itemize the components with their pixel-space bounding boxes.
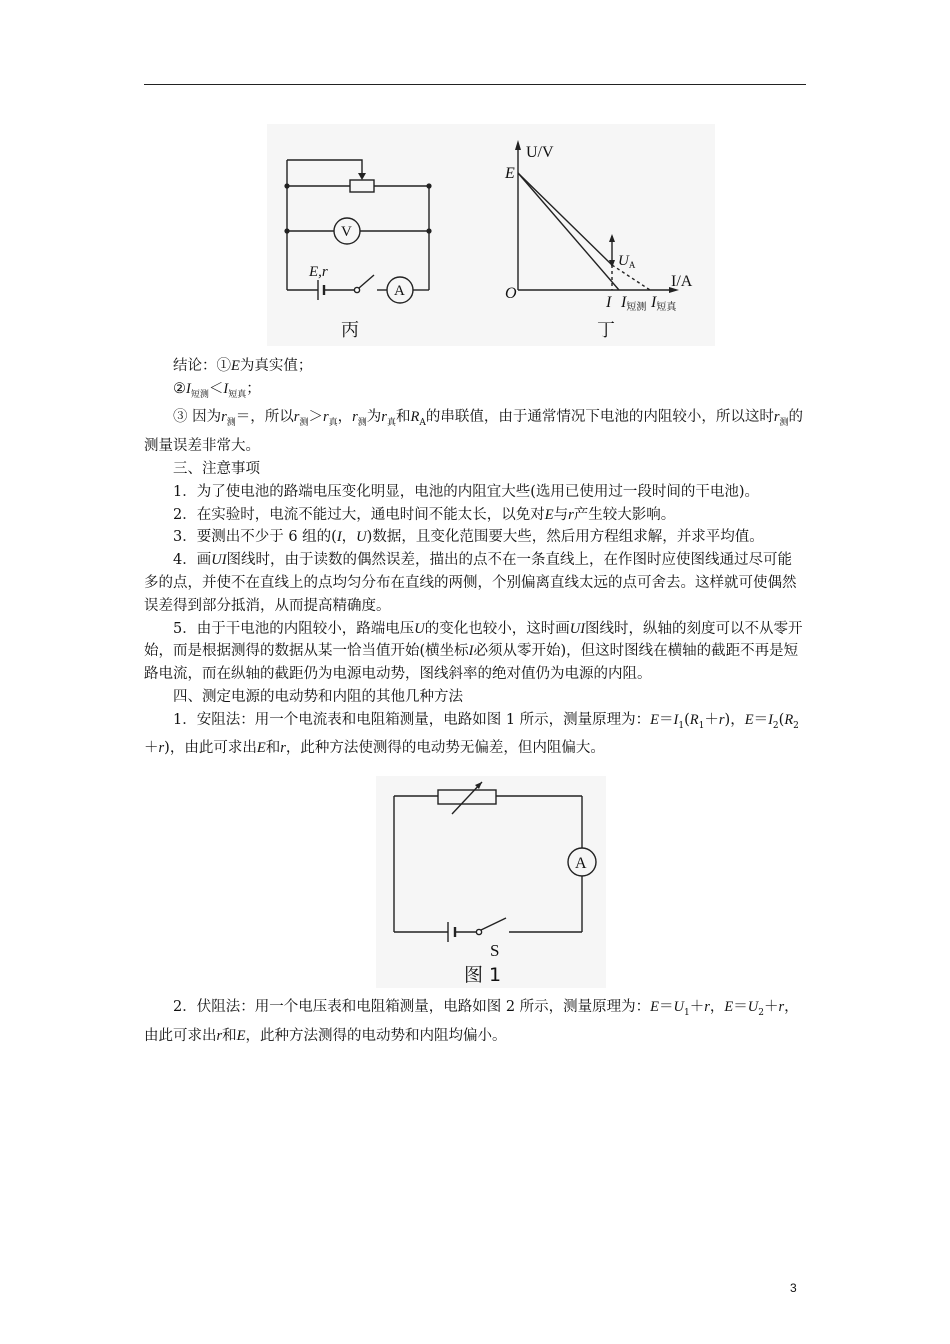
y-axis-label: U/V — [526, 144, 554, 161]
note-4: 4．画UI图线时，由于读数的偶然误差，描出的点不在一条直线上，在作图时应使图线通过尽可能多的点，并使不在直线上的点均匀分布在直线的两侧，个别偏离直线太远的点可舍去。这样就可使偶然误差得到部分抵消，从而提高精确度。 — [144, 552, 797, 614]
note-5: 5．由于干电池的内阻较小，路端电压U的变化也较小，这时画UI图线时，纵轴的刻度可以不从零开始，而是根据测得的数据从某一恰当值开始(横坐标I必须从零开始)，但这时图线在横轴的截距不再是短路电流，而在纵轴的截距仍为电源电动势，图线斜率的绝对值仍为电源的内阻。 — [144, 620, 803, 683]
caption-bing: 丙 — [341, 320, 359, 341]
ua-label: $U_A$ — [618, 253, 636, 270]
note-2: 2．在实验时，电流不能过大，通电时间不能太长，以免对E与r产生较大影响。 — [173, 506, 676, 523]
header-rule — [144, 84, 806, 85]
section-4-heading: 四、测定电源的电动势和内阻的其他几种方法 — [173, 688, 463, 705]
text-block-1 — [144, 355, 806, 760]
voltmeter-label: V — [341, 224, 352, 240]
i-short-true-label: I短真 — [651, 294, 677, 313]
x-axis-label: I/A — [671, 273, 693, 290]
e-intercept-label: E — [505, 165, 515, 182]
method-2: 2．伏阻法：用一个电压表和电阻箱测量，电路如图 2 所示，测量原理为：$E=U_1+r$，$E=U_2+r$，由此可求出r和E，此种方法测得的电动势和内阻均偏小。 — [144, 999, 799, 1044]
conclusion-1: 结论：①E为真实值； — [173, 358, 313, 374]
origin-label: O — [505, 285, 517, 302]
caption-ding: 丁 — [597, 320, 615, 341]
source-label: E,r — [309, 264, 328, 280]
section-3-heading: 三、注意事项 — [173, 460, 260, 477]
method-1: 1．安阻法：用一个电流表和电阻箱测量，电路如图 1 所示，测量原理为：$E=I_1(R_1+r)$，$E=I_2(R_2+r)$，由此可求出E和r，此种方法使测得的电动势无偏差，但内阻偏大。 — [144, 711, 799, 757]
note-3: 3．要测出不少于 6 组的(I，U)数据，且变化范围要大些，然后用方程组求解，并求平均值。 — [173, 529, 764, 546]
conclusion-2: $②I_{短测}<I_{短真}$； — [173, 380, 261, 400]
note-1: 1．为了使电池的路端电压变化明显，电池的内阻宜大些(选用已使用过一段时间的干电池)。 — [173, 483, 760, 500]
figure-bing-ding — [267, 124, 715, 346]
ammeter-label: A — [394, 283, 405, 299]
text-block-2 — [144, 996, 806, 1047]
figure-bing-ding-svg — [267, 124, 715, 346]
caption-fig1: 图 1 — [464, 964, 502, 986]
conclusion-3: ③ 因为$r_测=$，所以$r_测>r_真$，$r_测$为$r_真$和$R_A$的串联值，由于通常情况下电池的内阻较小，所以这时$r_测$的测量误差非常大。 — [144, 409, 803, 455]
ammeter-label-fig1: A — [575, 855, 587, 872]
page-number: 3 — [790, 1281, 797, 1295]
i-short-meas-label: I短测 — [621, 294, 647, 313]
figure-1 — [376, 776, 606, 988]
rheostat-resistor — [350, 180, 374, 192]
figure-1-svg — [376, 776, 606, 988]
i-label: I — [606, 294, 612, 311]
switch-label: S — [490, 941, 500, 960]
